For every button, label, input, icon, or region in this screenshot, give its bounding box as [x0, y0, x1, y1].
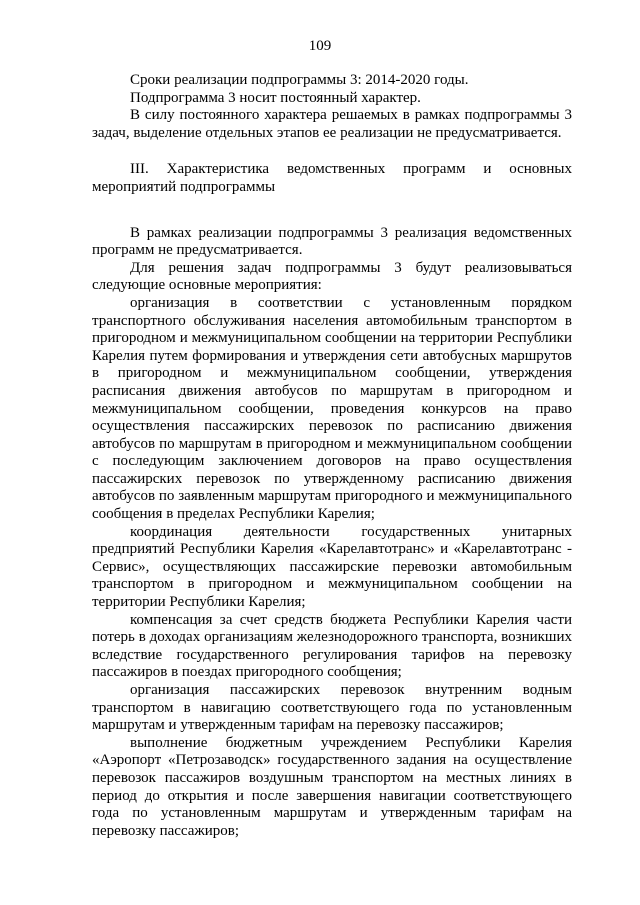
- page-number: 109: [308, 38, 332, 54]
- list-item-enterprise-coordination: координация деятельности государственных унитарных предприятий Республики Карелия «Карелавтотранс» и «Карелавтотранс - Сервис», осуществляющих пассажирские перевозки автомобильным транспортом в пригородном и межмуниципальном сообщении на территории Республики Карелия;: [92, 523, 572, 611]
- permanent-character-paragraph: Подпрограмма 3 носит постоянный характер.: [130, 89, 421, 106]
- list-item-water-transport: организация пассажирских перевозок внутренним водным транспортом в навигацию соответствующего года по установленным маршрутам и утвержденным тарифам на перевозку пассажиров;: [92, 682, 572, 734]
- document-body: [92, 72, 572, 840]
- list-item-air-transport: выполнение бюджетным учреждением Республики Карелия «Аэропорт «Петрозаводск» государственного задания на осуществление перевозок пассажиров воздушным транспортом на местных линиях в период до открытия и после завершения навигации соответствующего года по установленным маршрутам и утвержденным тарифам на перевозку пассажиров;: [92, 734, 572, 839]
- list-item-railway-compensation: компенсация за счет средств бюджета Республики Карелия части потерь в доходах организациям железнодорожного транспорта, возникших вследствие государственного регулирования тарифов на перевозку пассажиров в поездах пригородного сообщения;: [92, 611, 572, 681]
- no-departmental-programs-paragraph: В рамках реализации подпрограммы 3 реализация ведомственных программ не предусматривается.: [92, 224, 572, 259]
- list-item-bus-service-organization: организация в соответствии с установленным порядком транспортного обслуживания населения автомобильным транспортом в пригородном и межмуниципальном сообщении на территории Республики Карелия путем формирования и утверждения сети автобусных маршрутов в пригородном и межмуниципальном сообщении, утверждения расписания движения автобусов по маршрутам в пригородном и межмуниципальном сообщении, проведения конкурсов на право осуществления пассажирских перевозок по расписанию движения автобусов по маршрутам в пригородном и межмуниципальном сообщении с последующим заключением договоров на право осуществления пассажирских перевозок по утвержденному расписанию движения автобусов по заявленным маршрутам пригородного и межмуниципального сообщения в пределах Республики Карелия;: [92, 294, 572, 523]
- main-activities-intro-paragraph: Для решения задач подпрограммы 3 будут реализовываться следующие основные мероприятия:: [92, 259, 572, 294]
- implementation-period-paragraph: Сроки реализации подпрограммы 3: 2014-2020 годы.: [130, 72, 469, 88]
- section-heading: III. Характеристика ведомственных программ и основных мероприятий подпрограммы: [92, 161, 572, 195]
- no-stages-paragraph: В силу постоянного характера решаемых в рамках подпрограммы 3 задач, выделение отдельных этапов ее реализации не предусматривается.: [92, 107, 572, 141]
